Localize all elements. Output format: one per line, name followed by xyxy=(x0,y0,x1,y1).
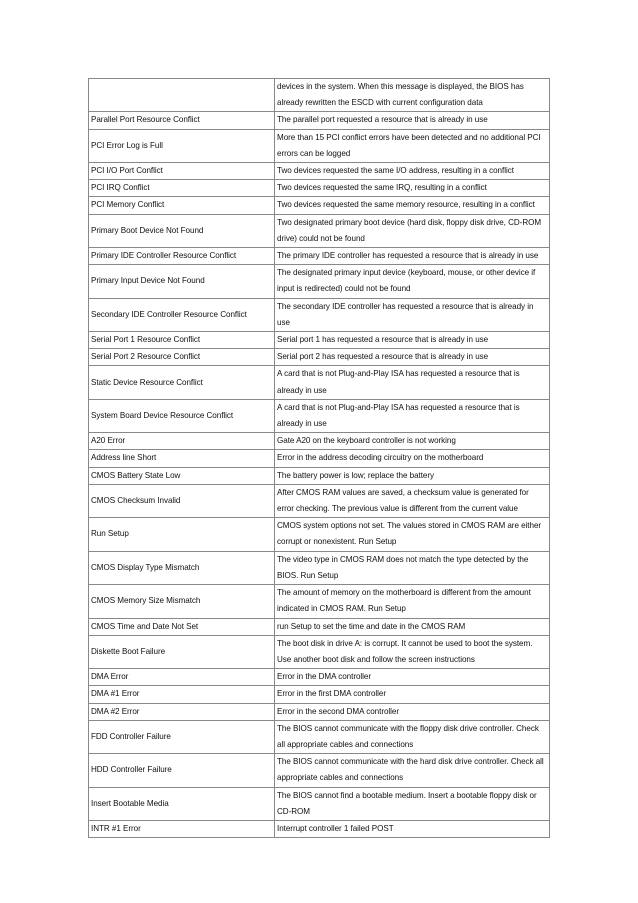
error-message-cell: FDD Controller Failure xyxy=(89,720,275,753)
error-description-cell: Two devices requested the same memory resource, resulting in a conflict xyxy=(275,197,550,214)
error-message-cell: PCI I/O Port Conflict xyxy=(89,163,275,180)
error-message-cell: CMOS Checksum Invalid xyxy=(89,484,275,517)
table-row xyxy=(89,635,550,668)
table-row xyxy=(89,298,550,331)
error-description-cell: Two designated primary boot device (hard disk, floppy disk drive, CD-ROM drive) could not be found xyxy=(275,214,550,247)
error-message-cell: Primary IDE Controller Resource Conflict xyxy=(89,248,275,265)
table-row xyxy=(89,585,550,618)
error-message-cell: DMA Error xyxy=(89,669,275,686)
error-message-cell: PCI Memory Conflict xyxy=(89,197,275,214)
table-row xyxy=(89,332,550,349)
table-row xyxy=(89,129,550,162)
table-row xyxy=(89,399,550,432)
error-description-cell: Error in the first DMA controller xyxy=(275,686,550,703)
error-description-cell: Error in the second DMA controller xyxy=(275,703,550,720)
error-description-cell: Two devices requested the same I/O address, resulting in a conflict xyxy=(275,163,550,180)
error-description-cell: Error in the DMA controller xyxy=(275,669,550,686)
error-message-cell: PCI Error Log is Full xyxy=(89,129,275,162)
error-description-cell: A card that is not Plug-and-Play ISA has requested a resource that is already in use xyxy=(275,399,550,432)
error-description-cell: run Setup to set the time and date in the CMOS RAM xyxy=(275,618,550,635)
table-row xyxy=(89,669,550,686)
error-description-cell: Error in the address decoding circuitry on the motherboard xyxy=(275,450,550,467)
table-row xyxy=(89,366,550,399)
error-description-cell: The secondary IDE controller has requested a resource that is already in use xyxy=(275,298,550,331)
table-row xyxy=(89,112,550,129)
table-row xyxy=(89,618,550,635)
error-message-cell: DMA #2 Error xyxy=(89,703,275,720)
error-message-cell: CMOS Time and Date Not Set xyxy=(89,618,275,635)
error-description-cell: The BIOS cannot communicate with the floppy disk drive controller. Check all appropriate cables and connections xyxy=(275,720,550,753)
table-row xyxy=(89,720,550,753)
error-message-cell xyxy=(89,79,275,112)
table-row xyxy=(89,686,550,703)
error-description-cell: Two devices requested the same IRQ, resulting in a conflict xyxy=(275,180,550,197)
error-description-cell: The parallel port requested a resource that is already in use xyxy=(275,112,550,129)
error-message-cell: A20 Error xyxy=(89,433,275,450)
error-message-cell: Parallel Port Resource Conflict xyxy=(89,112,275,129)
error-message-cell: CMOS Display Type Mismatch xyxy=(89,551,275,584)
error-description-cell: The battery power is low; replace the battery xyxy=(275,467,550,484)
error-description-cell: More than 15 PCI conflict errors have been detected and no additional PCI errors can be logged xyxy=(275,129,550,162)
error-description-cell: Gate A20 on the keyboard controller is not working xyxy=(275,433,550,450)
error-description-cell: CMOS system options not set. The values stored in CMOS RAM are either corrupt or nonexistent. Run Setup xyxy=(275,518,550,551)
table-row xyxy=(89,248,550,265)
error-message-cell: INTR #1 Error xyxy=(89,820,275,837)
table-row xyxy=(89,180,550,197)
error-message-cell: CMOS Memory Size Mismatch xyxy=(89,585,275,618)
error-message-cell: Diskette Boot Failure xyxy=(89,635,275,668)
error-description-cell: After CMOS RAM values are saved, a checksum value is generated for error checking. The previous value is different from the current value xyxy=(275,484,550,517)
error-description-cell: Serial port 1 has requested a resource that is already in use xyxy=(275,332,550,349)
error-message-cell: Insert Bootable Media xyxy=(89,787,275,820)
table-row xyxy=(89,820,550,837)
error-description-cell: Serial port 2 has requested a resource that is already in use xyxy=(275,349,550,366)
error-message-cell: Primary Boot Device Not Found xyxy=(89,214,275,247)
error-message-cell: Address line Short xyxy=(89,450,275,467)
error-description-cell: devices in the system. When this message is displayed, the BIOS has already rewritten the ESCD with current configuration data xyxy=(275,79,550,112)
error-message-cell: System Board Device Resource Conflict xyxy=(89,399,275,432)
error-description-cell: The video type in CMOS RAM does not match the type detected by the BIOS. Run Setup xyxy=(275,551,550,584)
table-row xyxy=(89,450,550,467)
table-row xyxy=(89,349,550,366)
error-message-cell: Run Setup xyxy=(89,518,275,551)
error-description-cell: The BIOS cannot find a bootable medium. Insert a bootable floppy disk or CD-ROM xyxy=(275,787,550,820)
error-description-cell: The amount of memory on the motherboard is different from the amount indicated in CMOS RAM. Run Setup xyxy=(275,585,550,618)
table-row xyxy=(89,467,550,484)
error-description-cell: A card that is not Plug-and-Play ISA has requested a resource that is already in use xyxy=(275,366,550,399)
error-message-cell: Primary Input Device Not Found xyxy=(89,265,275,298)
table-row xyxy=(89,754,550,787)
table-row xyxy=(89,214,550,247)
table-body xyxy=(89,79,550,838)
error-message-cell: HDD Controller Failure xyxy=(89,754,275,787)
error-description-cell: The designated primary input device (keyboard, mouse, or other device if input is redirected) could not be found xyxy=(275,265,550,298)
table-row xyxy=(89,484,550,517)
table-row xyxy=(89,551,550,584)
error-description-cell: The primary IDE controller has requested a resource that is already in use xyxy=(275,248,550,265)
error-message-cell: Static Device Resource Conflict xyxy=(89,366,275,399)
error-description-cell: Interrupt controller 1 failed POST xyxy=(275,820,550,837)
error-message-cell: DMA #1 Error xyxy=(89,686,275,703)
table-row xyxy=(89,703,550,720)
error-message-cell: CMOS Battery State Low xyxy=(89,467,275,484)
error-message-cell: PCI IRQ Conflict xyxy=(89,180,275,197)
table-row xyxy=(89,197,550,214)
table-row xyxy=(89,787,550,820)
table-row xyxy=(89,163,550,180)
table-row xyxy=(89,265,550,298)
error-message-cell: Serial Port 2 Resource Conflict xyxy=(89,349,275,366)
error-description-cell: The BIOS cannot communicate with the hard disk drive controller. Check all appropriate cables and connections xyxy=(275,754,550,787)
table-row xyxy=(89,518,550,551)
table-row xyxy=(89,79,550,112)
error-message-cell: Serial Port 1 Resource Conflict xyxy=(89,332,275,349)
error-message-cell: Secondary IDE Controller Resource Conflict xyxy=(89,298,275,331)
table-row xyxy=(89,433,550,450)
error-description-cell: The boot disk in drive A: is corrupt. It cannot be used to boot the system. Use another boot disk and follow the screen instructions xyxy=(275,635,550,668)
bios-error-messages-table xyxy=(88,78,550,838)
